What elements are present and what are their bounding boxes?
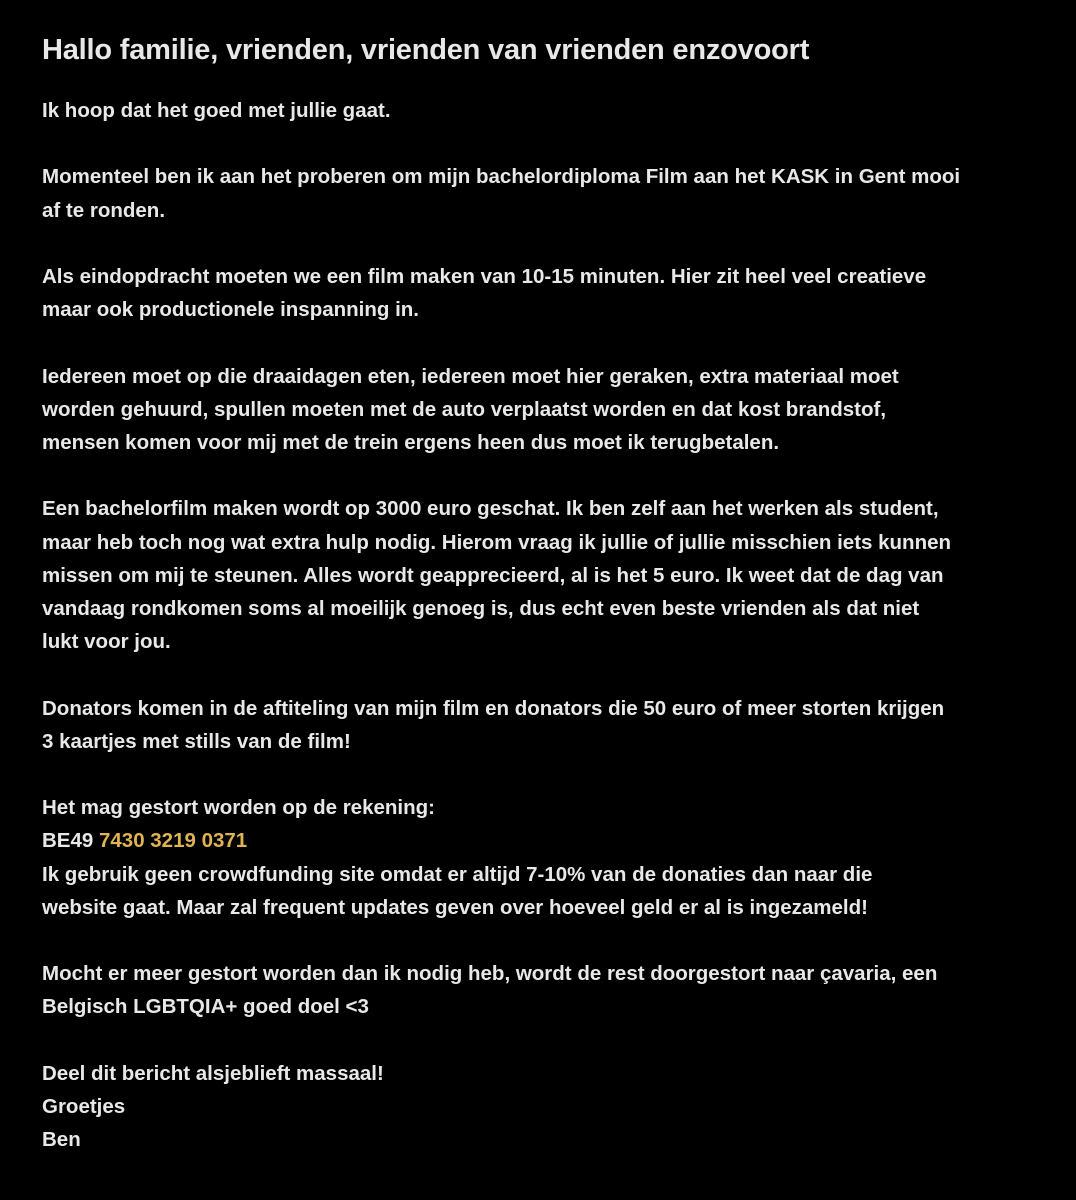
bank-note-line-2: website gaat. Maar zal frequent updates geven over hoeveel geld er al is ingezameld!: [42, 895, 868, 919]
costs-line-2: worden gehuurd, spullen moeten met de auto verplaatst worden en dat kost brandstof,: [42, 397, 887, 421]
costs-line-1: Iedereen moet op die draaidagen eten, iedereen moet hier geraken, extra materiaal moet: [42, 364, 899, 388]
charity-line-2: Belgisch LGBTQIA+ goed doel <3: [42, 995, 369, 1019]
donors-line-1: Donators komen in de aftiteling van mijn film en donators die 50 euro of meer storten krijgen: [42, 696, 945, 720]
iban-number-link[interactable]: 7430 3219 0371: [98, 829, 248, 853]
costs-line-3: mensen komen voor mij met de trein ergens heen dus moet ik terugbetalen.: [42, 430, 780, 454]
budget-line-5: lukt voor jou.: [42, 630, 171, 654]
budget-line-2: maar heb toch nog wat extra hulp nodig. Hierom vraag ik jullie of jullie misschien iets kunnen: [42, 530, 952, 554]
message-body: [42, 30, 1052, 1190]
share-request: Deel dit bericht alsjeblieft massaal!: [42, 1061, 384, 1085]
studies-line-2: af te ronden.: [42, 198, 166, 222]
assignment-line-2: maar ook productionele inspanning in.: [42, 298, 420, 322]
greeting-line: Ik hoop dat het goed met jullie gaat.: [42, 99, 391, 122]
studies-line-1: Momenteel ben ik aan het proberen om mijn bachelordiploma Film aan het KASK in Gent mooi: [42, 165, 961, 189]
bank-intro: Het mag gestort worden op de rekening:: [42, 796, 435, 820]
donors-paragraph: [42, 692, 1052, 758]
budget-line-3: missen om mij te steunen. Alles wordt geapprecieerd, al is het 5 euro. Ik weet dat de dag van: [42, 563, 944, 587]
iban-prefix: BE49: [42, 829, 94, 853]
budget-line-4: vandaag rondkomen soms al moeilijk genoeg is, dus echt even beste vrienden als dat niet: [42, 596, 920, 620]
bank-note-line-1: Ik gebruik geen crowdfunding site omdat er altijd 7-10% van de donaties dan naar die: [42, 862, 873, 886]
signature: Ben: [42, 1128, 81, 1152]
assignment-line-1: Als eindopdracht moeten we een film maken van 10-15 minuten. Hier zit heel veel creatieve: [42, 264, 927, 288]
iban-line: [42, 824, 1052, 857]
budget-paragraph: [42, 492, 1052, 658]
salutation: Groetjes: [42, 1094, 126, 1118]
bank-paragraph: [42, 791, 1052, 924]
assignment-paragraph: [42, 260, 1052, 326]
donors-line-2: 3 kaartjes met stills van de film!: [42, 729, 351, 753]
charity-paragraph: [42, 957, 1052, 1023]
greeting-paragraph: [42, 94, 1052, 127]
charity-line-1: Mocht er meer gestort worden dan ik nodig heb, wordt de rest doorgestort naar çavaria, een: [42, 962, 938, 986]
closing-paragraph: [42, 1057, 1052, 1157]
message-title: Hallo familie, vrienden, vrienden van vrienden enzovoort: [42, 34, 810, 66]
budget-line-1: Een bachelorfilm maken wordt op 3000 euro geschat. Ik ben zelf aan het werken als student,: [42, 497, 939, 521]
studies-paragraph: [42, 160, 1052, 226]
costs-paragraph: [42, 360, 1052, 460]
